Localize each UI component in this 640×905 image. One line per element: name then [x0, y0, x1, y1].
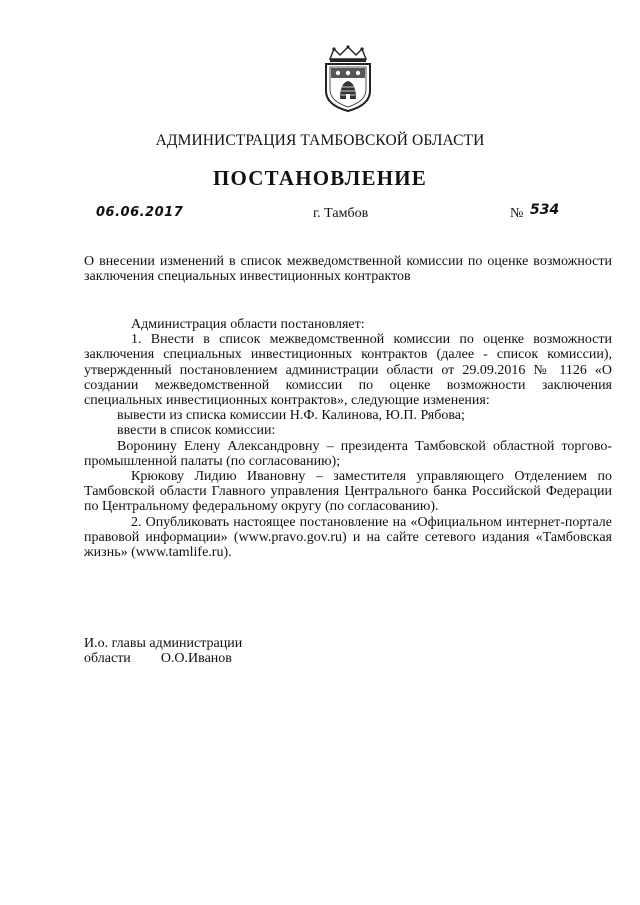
document-number-label: № [510, 206, 524, 221]
organization-name: АДМИНИСТРАЦИЯ ТАМБОВСКОЙ ОБЛАСТИ [155, 132, 485, 149]
document-number: 534 [530, 202, 560, 218]
body-intro: Администрация области постановляет: [131, 317, 365, 332]
signature-block [84, 636, 242, 666]
document-date: 06.06.2017 [96, 205, 184, 220]
tambov-coat-of-arms-icon [322, 45, 374, 113]
body-person-1: Воронину Елену Александровну – президента Тамбовской областной торгово-промышленной палаты (по согласованию); [84, 438, 612, 469]
body-paragraph-2: 2. Опубликовать настоящее постановление на «Официальном интернет-портале правовой информации» (www.pravo.gov.ru) и на сайте сетевого издания «Тамбовская жизнь» (www.tamlife.ru). [84, 514, 612, 561]
body-add-line: ввести в список комиссии: [117, 423, 276, 439]
signature-title-line1: И.о. главы администрации [84, 636, 243, 651]
signature-title-line2: области [84, 651, 131, 666]
body-paragraph-1: 1. Внести в список межведомственной комиссии по оценке возможности заключения специальных инвестиционных контрактов (далее - список комиссии), утвержденный постановлением администрации области от 29.09.2016 № 1126 «О создании межведомственной комиссии по оценке возможности заключения специальных инвестиционных контрактов», следующие изменения: [84, 332, 612, 409]
document-subject: О внесении изменений в список межведомственной комиссии по оценке возможности заключения специальных инвестиционных контрактов [84, 254, 612, 284]
body-remove-line: вывести из списка комиссии Н.Ф. Калинова, Ю.П. Рябова; [117, 408, 465, 424]
document-city: г. Тамбов [313, 206, 369, 221]
document-body [84, 317, 612, 560]
body-person-2: Крюкову Лидию Ивановну – заместителя управляющего Отделением по Тамбовской области Главного управления Центрального банка Российской Федерации по Центральному федеральному округу (по согласованию). [84, 469, 612, 515]
signature-name: О.О.Иванов [160, 651, 232, 666]
document-type: ПОСТАНОВЛЕНИЕ [212, 166, 428, 190]
